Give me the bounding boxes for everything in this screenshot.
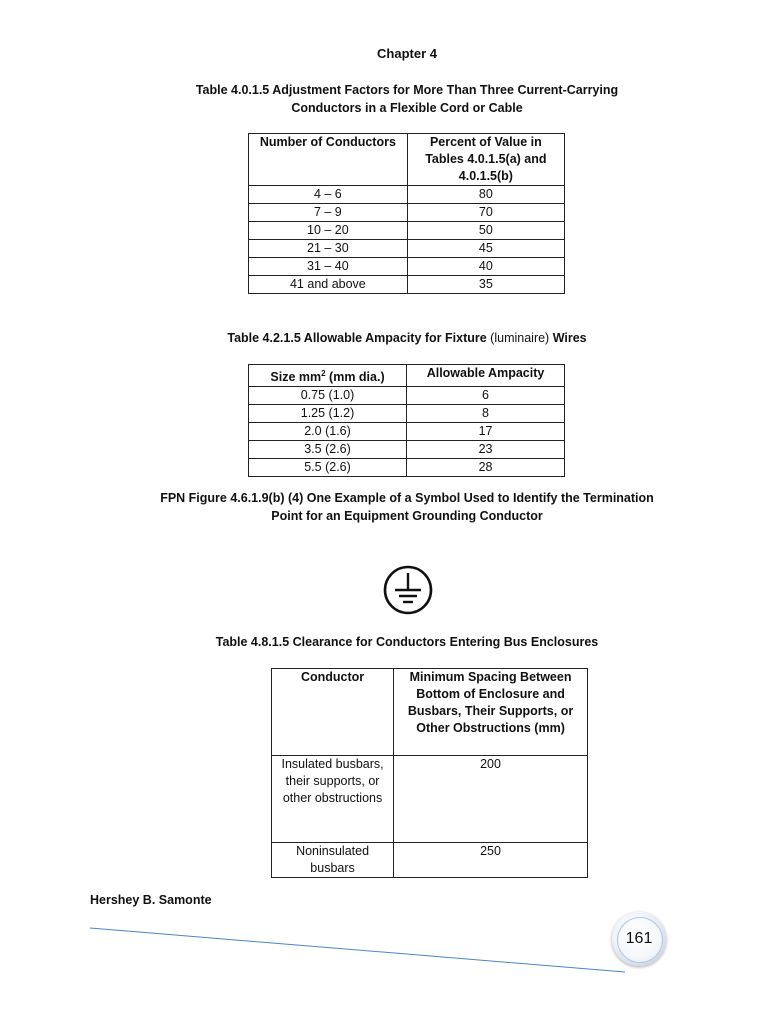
chapter-heading: Chapter 4 (377, 46, 437, 61)
header-size-tail: (mm dia.) (325, 370, 385, 385)
table-header-row (249, 365, 565, 387)
caption-bold-part: Wires (552, 331, 587, 345)
table-row (249, 441, 565, 459)
table-cell: 21 – 30 (249, 240, 408, 258)
table-row (249, 186, 565, 204)
caption-bold-part: Table 4.2.1.5 Allowable Ampacity for Fixture (227, 331, 487, 345)
table-row (249, 222, 565, 240)
table-row (272, 756, 588, 843)
column-header: Number of Conductors (249, 134, 408, 186)
table-cell: 41 and above (249, 276, 408, 294)
table-cell: 23 (407, 441, 565, 459)
table3-caption: Table 4.8.1.5 Clearance for Conductors Entering Bus Enclosures (215, 635, 599, 649)
fixture-wire-ampacity-table (248, 364, 565, 477)
column-header: Minimum Spacing Between Bottom of Enclosure and Busbars, Their Supports, or Other Obstructions (mm) (394, 669, 588, 756)
adjustment-factors-table (248, 133, 565, 294)
table-cell: 5.5 (2.6) (249, 459, 407, 477)
table-cell: 40 (407, 258, 564, 276)
caption-normal-part: (luminaire) (486, 331, 553, 345)
bus-enclosure-clearance-table (271, 668, 588, 878)
table-cell: 50 (407, 222, 564, 240)
figure-caption: FPN Figure 4.6.1.9(b) (4) One Example of a Symbol Used to Identify the Termination Point for an Equipment Grounding Conductor (160, 491, 654, 523)
table-header-row (272, 669, 588, 756)
table-row (249, 204, 565, 222)
column-header: Allowable Ampacity (407, 365, 565, 387)
table-header-row (249, 134, 565, 186)
table-row (249, 459, 565, 477)
table-cell: 45 (407, 240, 564, 258)
table-row (249, 258, 565, 276)
table1-caption: Table 4.0.1.5 Adjustment Factors for More Than Three Current-Carrying Conductors in a Flexible Cord or Cable (195, 83, 619, 115)
table-cell: 1.25 (1.2) (249, 405, 407, 423)
page-number-badge (612, 912, 666, 966)
table-cell: 17 (407, 423, 565, 441)
table-cell: 7 – 9 (249, 204, 408, 222)
table-row (249, 423, 565, 441)
column-header (249, 365, 407, 387)
table-cell: 0.75 (1.0) (249, 387, 407, 405)
table-cell: 200 (394, 756, 588, 843)
table-cell: Noninsulated busbars (272, 843, 394, 878)
table-cell: 250 (394, 843, 588, 878)
table-cell: 35 (407, 276, 564, 294)
table-cell: 28 (407, 459, 565, 477)
footer-divider-line (85, 920, 685, 990)
table-cell: 8 (407, 405, 565, 423)
table-cell: 31 – 40 (249, 258, 408, 276)
table-cell: 4 – 6 (249, 186, 408, 204)
column-header: Percent of Value in Tables 4.0.1.5(a) and 4.0.1.5(b) (407, 134, 564, 186)
table-cell: 6 (407, 387, 565, 405)
header-size-superscript: 2 (321, 369, 326, 378)
table-cell: 3.5 (2.6) (249, 441, 407, 459)
table-row (249, 276, 565, 294)
table-cell: 10 – 20 (249, 222, 408, 240)
author-name: Hershey B. Samonte (90, 893, 212, 907)
table2-caption (160, 329, 654, 347)
table-row (249, 240, 565, 258)
page-number: 161 (625, 930, 653, 947)
header-size-label: Size mm (270, 370, 322, 385)
ground-symbol-icon (382, 564, 434, 616)
table-cell: 70 (407, 204, 564, 222)
table-row (249, 405, 565, 423)
table-row (272, 843, 588, 878)
table-cell: 80 (407, 186, 564, 204)
table-row (249, 387, 565, 405)
table-cell: Insulated busbars, their supports, or other obstructions (272, 756, 394, 843)
column-header: Conductor (272, 669, 394, 756)
table-cell: 2.0 (1.6) (249, 423, 407, 441)
